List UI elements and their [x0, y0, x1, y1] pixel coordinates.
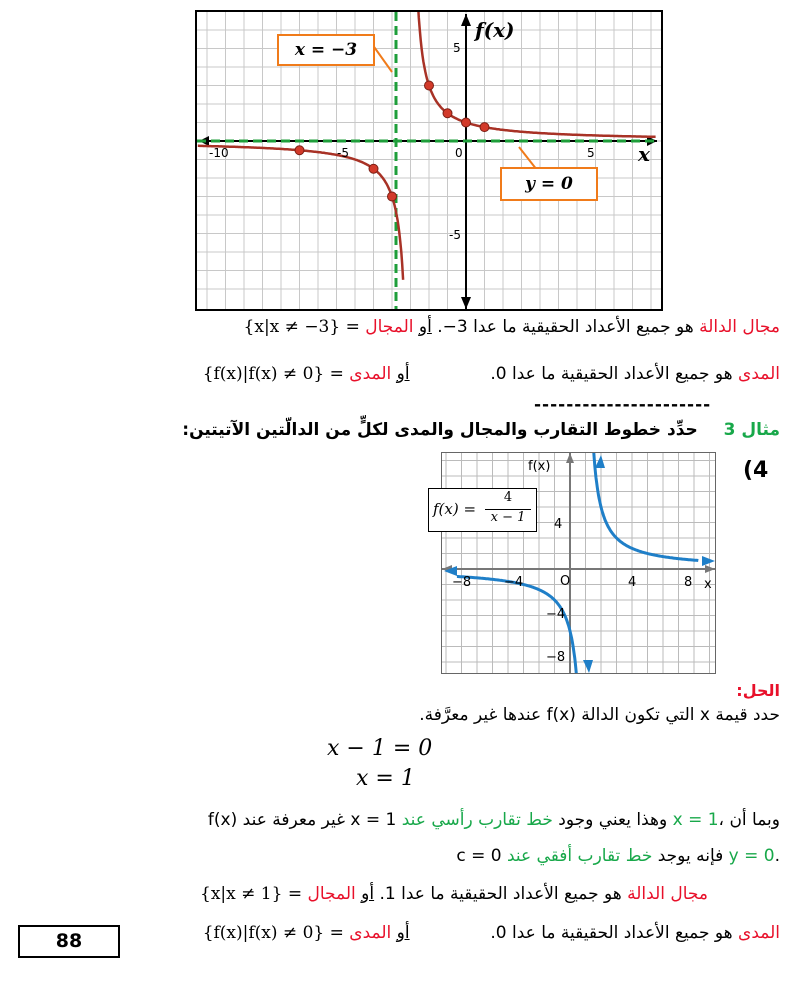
- range-word-2: المدى: [349, 364, 392, 384]
- graph2-tick-x-4: 4: [628, 575, 637, 590]
- graph-reciprocal-4-over-x-minus-1: [433, 452, 716, 674]
- range-line-2: [203, 923, 780, 943]
- graph1-grid: [197, 12, 661, 309]
- graph1-canvas: [197, 12, 661, 309]
- range-label-2: المدى: [738, 923, 780, 943]
- range-set: {f(x)|f(x) ≠ 0} =: [202, 364, 344, 384]
- domain-word-2: المجال: [307, 884, 356, 904]
- equation-1: x − 1 = 0: [327, 736, 433, 761]
- graph2-tick-y-m8: −8: [546, 650, 566, 665]
- domain-word: المجال: [365, 317, 414, 337]
- domain-set: {x|x ≠ −3} =: [243, 317, 360, 337]
- vertical-asymptote-statement: خط تقارب رأسي عند x = 1: [401, 810, 719, 830]
- graph1-curve-right-branch: [418, 12, 656, 137]
- graph1-point: [388, 192, 397, 201]
- separator-dashes: ----------------------: [534, 395, 712, 415]
- range-label: المدى: [738, 364, 780, 384]
- asymptote-paragraph-line1: [208, 810, 780, 830]
- graph1-tick-x-5: 5: [587, 146, 595, 160]
- asymptote-paragraph-line2: [456, 846, 780, 866]
- or-word-3: أو: [361, 884, 375, 904]
- domain-line-1: [244, 317, 780, 337]
- example-heading: [182, 420, 780, 440]
- graph2-tick-x-8: 8: [684, 575, 693, 590]
- domain-label-2: مجال الدالة: [627, 884, 708, 904]
- graph2-y-axis-label: f(x): [528, 459, 551, 474]
- graph2-y-arrow-up: [566, 453, 574, 463]
- formula-denominator: x − 1: [490, 510, 526, 525]
- range-body: هو جميع الأعداد الحقيقية ما عدا 0.: [490, 364, 739, 384]
- graph1-point: [295, 146, 304, 155]
- para-b-part1: c = 0 فإنه يوجد: [456, 846, 724, 866]
- graph2-origin-label: O: [560, 574, 571, 589]
- step1-text: حدد قيمة x التي تكون الدالة f(x) عندها غير معرَّفة.: [419, 705, 780, 725]
- graph1-y-axis-label: f(x): [475, 18, 515, 42]
- formula-lhs: f(x) =: [433, 500, 477, 518]
- para-a-part2: ، وبما أن: [718, 810, 780, 830]
- graph1-point: [369, 164, 378, 173]
- graph2-tick-y-m4: −4: [546, 607, 566, 622]
- graph2-arrow-right: [702, 556, 715, 566]
- domain-body: هو جميع الأعداد الحقيقية ما عدا 3−.: [431, 317, 700, 337]
- graph2-canvas: [442, 453, 715, 673]
- solution-label: الحل:: [736, 681, 780, 700]
- domain-body-2: هو جميع الأعداد الحقيقية ما عدا 1.: [374, 884, 628, 904]
- graph1-tick-y-5: 5: [453, 41, 461, 55]
- graph2-arrow-bottom: [583, 660, 593, 673]
- graph2-arrow-top: [595, 455, 605, 468]
- or-word: أو: [418, 317, 432, 337]
- graph2-tick-x-m4: −4: [504, 575, 524, 590]
- or-word-2: أو: [396, 364, 410, 384]
- graph1-y-arrow-bottom: [461, 297, 471, 309]
- page-number: 88: [18, 925, 120, 958]
- domain-line-2: [200, 884, 708, 904]
- domain-label: مجال الدالة: [699, 317, 780, 337]
- range-line-1: [203, 364, 780, 384]
- equation-2: x = 1: [356, 766, 415, 791]
- horizontal-asymptote-callout: y = 0: [500, 167, 598, 201]
- horizontal-asymptote-statement: خط تقارب أفقي عند y = 0: [506, 846, 775, 866]
- range-set-2: {f(x)|f(x) ≠ 0} =: [202, 923, 344, 943]
- graph1-point: [462, 118, 471, 127]
- graph2-x-axis-label: x: [704, 577, 712, 592]
- graph2-tick-x-m8: −8: [452, 575, 472, 590]
- example-label: مثال 3: [723, 420, 780, 440]
- graph-reciprocal-shifted: [195, 10, 663, 311]
- graph1-tick-x-m10: -10: [209, 146, 229, 160]
- graph1-y-arrow: [461, 14, 471, 26]
- formula-numerator: 4: [503, 490, 513, 505]
- graph1-point: [480, 123, 489, 132]
- range-word-4: المدى: [349, 923, 392, 943]
- domain-set-2: {x|x ≠ 1} =: [200, 884, 303, 904]
- para-a-part1: f(x) غير معرفة عند x = 1 وهذا يعني وجود: [207, 810, 668, 830]
- vertical-asymptote-callout: x = −3: [277, 34, 375, 66]
- range-body-2: هو جميع الأعداد الحقيقية ما عدا 0.: [490, 923, 739, 943]
- graph1-point: [443, 109, 452, 118]
- graph1-tick-x-m5: -5: [337, 146, 349, 160]
- graph1-point: [425, 81, 434, 90]
- problem-number: (4: [743, 458, 769, 483]
- graph1-tick-x-0: 0: [455, 146, 463, 160]
- formula-box: [428, 488, 537, 532]
- para-b-part2: .: [774, 846, 780, 866]
- graph1-x-axis-label: x: [638, 142, 650, 166]
- example-text: حدِّد خطوط التقارب والمجال والمدى لكلٍّ من الدالّتين الآتيتين:: [182, 420, 698, 440]
- graph1-tick-y-m5: -5: [449, 228, 461, 242]
- or-word-4: أو: [396, 923, 410, 943]
- graph2-tick-y-4: 4: [554, 517, 563, 532]
